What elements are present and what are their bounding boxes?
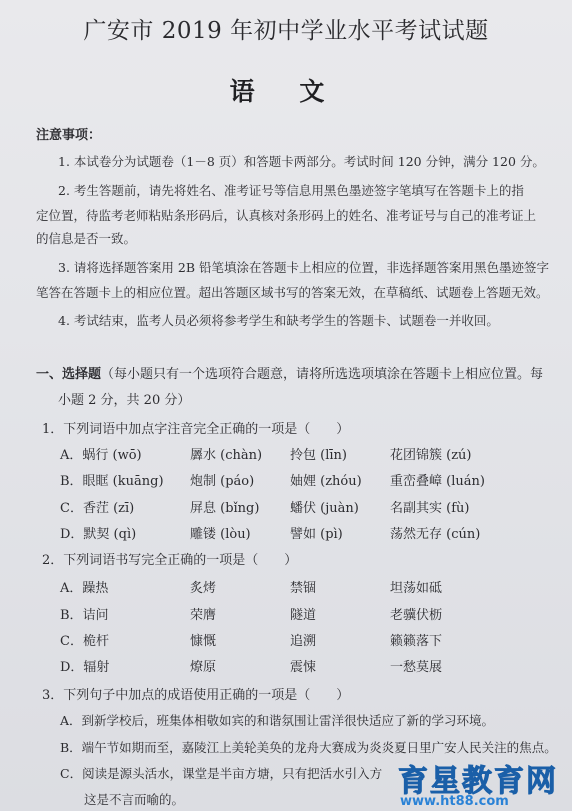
q1-b-2: 炮制 (páo)	[190, 474, 255, 489]
q1-row-c	[60, 497, 540, 517]
q1-d-1: D．默契 (qì)	[60, 527, 137, 542]
notice-item-2-line-2: 定位置，待监考老师粘贴条形码后，认真核对条形码上的姓名、准考证号与自己的准考证上	[36, 208, 537, 223]
q1-c-4: 名副其实 (fù)	[390, 501, 470, 516]
q3-option-b: B．端午节如期而至，嘉陵江上美轮美奂的龙舟大赛成为炎炎夏日里广安人民关注的焦点。	[60, 740, 557, 755]
q1-b-3: 妯娌 (zhóu)	[290, 474, 362, 489]
q1-d-4: 荡然无存 (cún)	[390, 527, 481, 542]
q1-row-b	[60, 470, 540, 490]
q1-b-4: 重峦叠嶂 (luán)	[390, 474, 485, 489]
q2-c-2: 慷慨	[190, 634, 217, 649]
q2-a-2: 炙烤	[190, 581, 217, 596]
section-heading	[36, 363, 543, 382]
notice-item-2-line-1: 2. 考生答题前，请先将姓名、准考证号等信息用黑色墨迹签字笔填写在答题卡上的指	[58, 183, 524, 198]
notice-item-3-line-2: 笔答在答题卡上的相应位置。超出答题区域书写的答案无效，在草稿纸、试题卷上答题无效。	[36, 285, 549, 300]
notice-item-1: 1. 本试卷分为试题卷（1－8 页）和答题卡两部分。考试时间 120 分钟，满分 120 分。	[58, 154, 545, 169]
section-title: 一、选择题	[36, 367, 102, 382]
q2-row-d	[60, 656, 540, 676]
q2-b-4: 老骥伏枥	[390, 608, 443, 623]
q3-option-c-cont: 这是不言而喻的。	[84, 792, 185, 807]
notice-heading: 注意事项：	[36, 128, 102, 143]
q1-c-3: 蟠伏 (juàn)	[290, 501, 359, 516]
q1-row-a	[60, 444, 540, 464]
q3-stem: 3．下列句子中加点的成语使用正确的一项是（ ）	[42, 688, 350, 703]
q2-row-b	[60, 604, 540, 624]
q1-a-3: 拎包 (līn)	[290, 448, 347, 463]
q3-option-a: A．到新学校后，班集体相敬如宾的和谐氛围让雷洋很快适应了新的学习环境。	[60, 713, 495, 728]
q2-d-3: 震悚	[290, 660, 317, 675]
q2-b-1: B．诘问	[60, 608, 109, 623]
q2-a-1: A．躁热	[60, 581, 109, 596]
q1-stem: 1．下列词语中加点字注音完全正确的一项是（ ）	[42, 422, 350, 437]
notice-item-3-line-1: 3. 请将选择题答案用 2B 铅笔填涂在答题卡上相应的位置，非选择题答案用黑色墨迹签字	[58, 260, 549, 275]
q1-d-3: 譬如 (pì)	[290, 527, 343, 542]
q2-stem: 2．下列词语书写完全正确的一项是（ ）	[42, 553, 298, 568]
q2-row-a	[60, 577, 540, 597]
watermark-url: www.ht88.com	[400, 794, 509, 809]
section-desc-1: （每小题只有一个选项符合题意，请将所选选项填涂在答题卡上相应位置。每	[101, 367, 544, 382]
q2-c-1: C．桅杆	[60, 634, 109, 649]
watermark-logo	[386, 756, 572, 811]
q2-d-4: 一愁莫展	[390, 660, 443, 675]
q1-row-d	[60, 523, 540, 543]
watermark-text: 育星教育网	[398, 764, 558, 799]
q2-a-3: 禁锢	[290, 581, 317, 596]
q2-a-4: 坦荡如砥	[390, 581, 443, 596]
q1-a-2: 羼水 (chàn)	[190, 448, 263, 463]
q1-a-1: A．蜗行 (wō)	[60, 448, 142, 463]
q2-d-1: D．辐射	[60, 660, 110, 675]
q3-option-c: C．阅读是源头活水，课堂是半亩方塘，只有把活水引入方	[60, 766, 383, 781]
section-desc-2: 小题 2 分，共 20 分）	[58, 393, 191, 408]
q1-c-2: 屏息 (bǐng)	[190, 501, 260, 516]
q2-row-c	[60, 630, 540, 650]
q2-d-2: 燎原	[190, 660, 217, 675]
q2-b-2: 荣膺	[190, 608, 217, 623]
q2-b-3: 隧道	[290, 608, 317, 623]
subject-title: 语 文	[229, 77, 343, 106]
q1-a-4: 花团锦簇 (zú)	[390, 448, 472, 463]
q2-c-4: 籁籁落下	[390, 634, 443, 649]
exam-title: 广安市 2019 年初中学业水平考试试题	[83, 18, 489, 44]
notice-item-4: 4. 考试结束，监考人员必须将参考学生和缺考学生的答题卡、试题卷一并收回。	[58, 313, 499, 328]
q2-c-3: 追溯	[290, 634, 317, 649]
q1-c-1: C．香茳 (zī)	[60, 501, 135, 516]
q1-d-2: 雕镂 (lòu)	[190, 527, 251, 542]
notice-item-2-line-3: 的信息是否一致。	[36, 231, 137, 246]
q1-b-1: B．眼眶 (kuāng)	[60, 474, 164, 489]
